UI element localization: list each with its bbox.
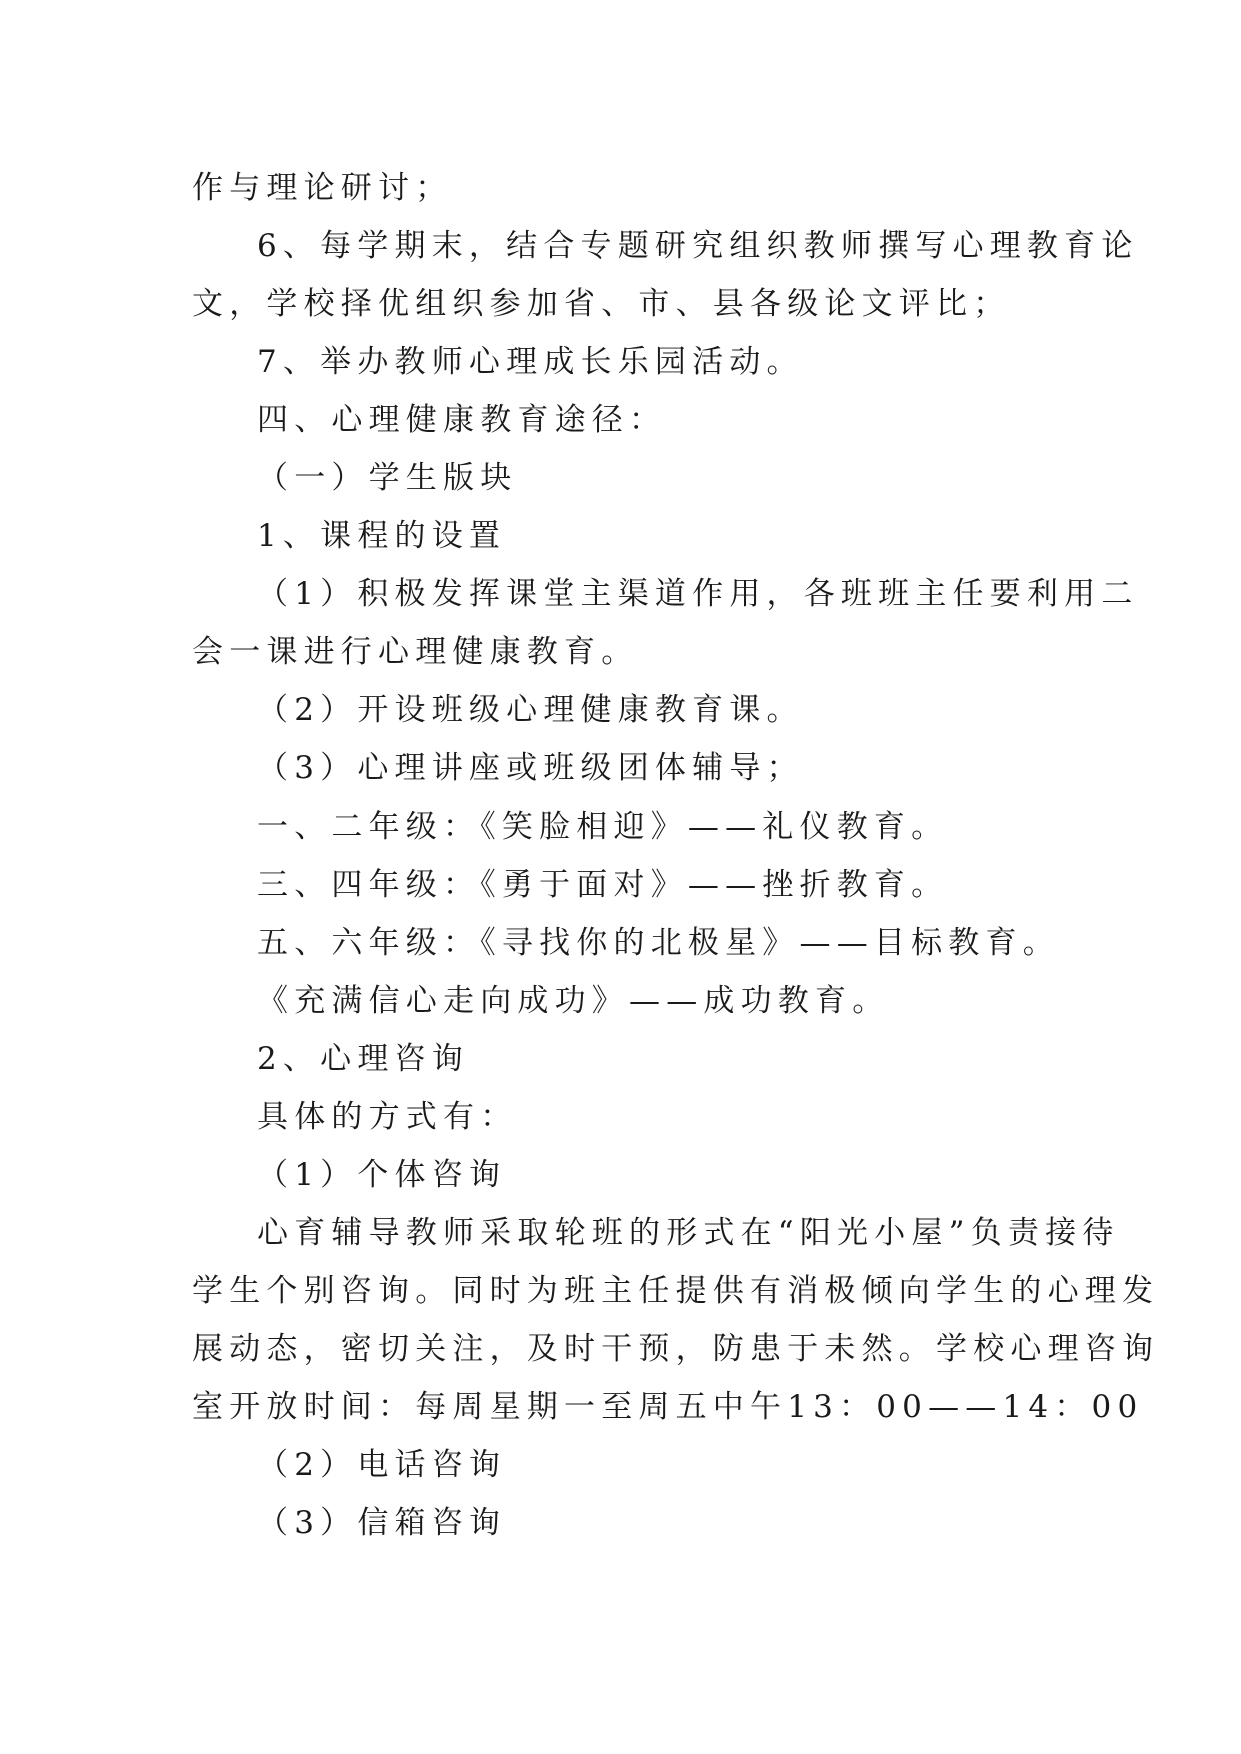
list-item-heading: 1、课程的设置 <box>257 518 507 554</box>
text-line: 室开放时间：每周星期一至周五中午13：00——14：00 <box>192 1389 1144 1425</box>
text-line: 作与理论研讨； <box>192 170 453 206</box>
text-line: 6、每学期末，结合专题研究组织教师撰写心理教育论 <box>257 228 1139 264</box>
section-heading: 四、心理健康教育途径： <box>257 402 667 438</box>
text-line: （2）开设班级心理健康教育课。 <box>257 692 804 728</box>
text-line: 文，学校择优组织参加省、市、县各级论文评比； <box>192 286 1011 322</box>
text-line: 具体的方式有： <box>257 1099 518 1135</box>
text-line: 展动态，密切关注，及时干预，防患于未然。学校心理咨询 <box>192 1331 1160 1367</box>
list-item-heading: 2、心理咨询 <box>257 1041 469 1077</box>
text-line: （3）心理讲座或班级团体辅导； <box>257 750 804 786</box>
text-line: （3）信箱咨询 <box>257 1505 507 1541</box>
subsection-heading: （一）学生版块 <box>257 460 518 496</box>
text-line: （1）个体咨询 <box>257 1157 507 1193</box>
text-line: （1）积极发挥课堂主渠道作用，各班班主任要利用二 <box>257 576 1139 612</box>
text-line: 7、举办教师心理成长乐园活动。 <box>257 344 804 380</box>
text-line: 三、四年级：《勇于面对》——挫折教育。 <box>257 867 949 903</box>
text-line: （2）电话咨询 <box>257 1447 507 1483</box>
text-line: 会一课进行心理健康教育。 <box>192 634 639 670</box>
text-line: 《充满信心走向成功》——成功教育。 <box>257 983 890 1019</box>
text-line: 一、二年级：《笑脸相迎》——礼仪教育。 <box>257 809 949 845</box>
text-line: 学生个别咨询。同时为班主任提供有消极倾向学生的心理发 <box>192 1273 1160 1309</box>
text-line: 心育辅导教师采取轮班的形式在“阳光小屋”负责接待 <box>257 1215 1120 1251</box>
text-line: 五、六年级：《寻找你的北极星》——目标教育。 <box>257 925 1060 961</box>
